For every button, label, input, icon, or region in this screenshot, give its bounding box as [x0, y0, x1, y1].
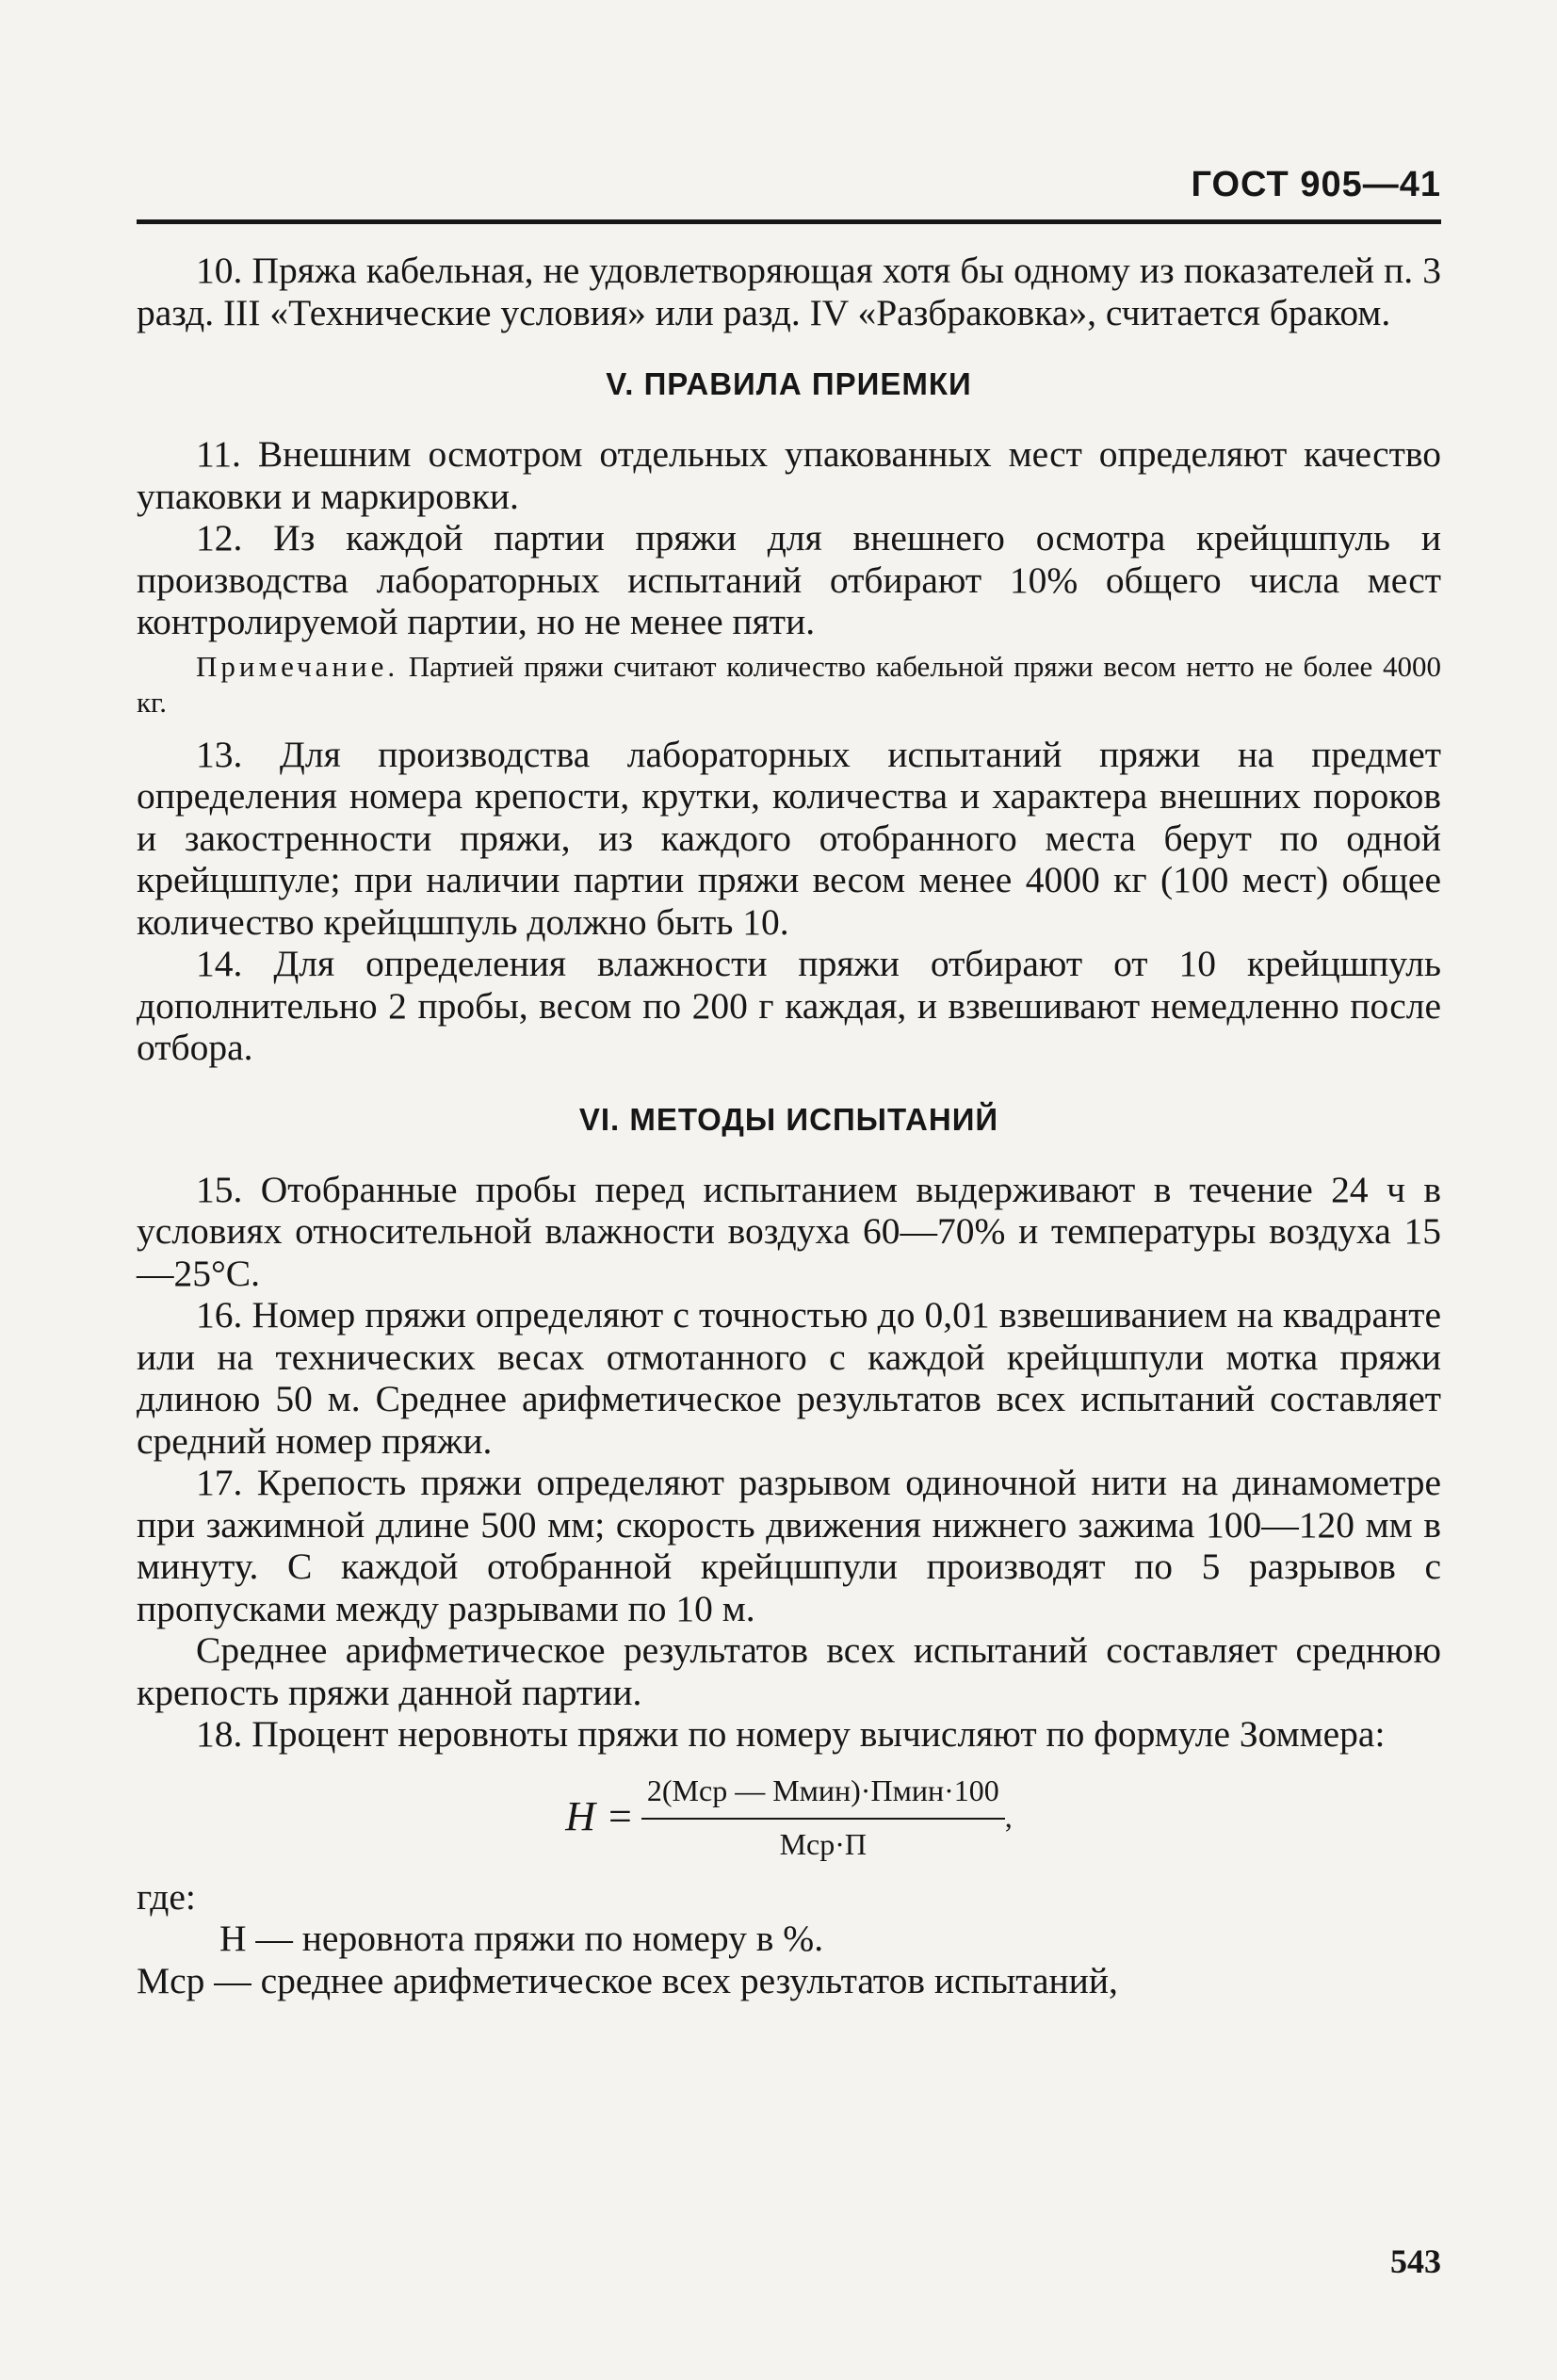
paragraph-18: 18. Процент неровноты пряжи по номеру вычисляют по формуле Зоммера: [196, 1713, 1386, 1755]
definition-mcp: Mср — среднее арифметическое всех результатов испытаний, [137, 1959, 1118, 2001]
paragraph-10: 10. Пряжа кабельная, не удовлетворяющая хотя бы одному из показателей п. 3 разд. III «Технические условия» или разд. IV «Разбраковка», считается браком. [137, 250, 1441, 333]
definitions [137, 1876, 1441, 2002]
paragraph-11: 11. Внешним осмотром отдельных упакованных мест определяют качество упаковки и маркировки. [137, 433, 1441, 517]
section-title-acceptance: V. ПРАВИЛА ПРИЕМКИ [606, 366, 972, 401]
formula-denominator: Mср·П [779, 1826, 867, 1861]
formula-tail: , [1004, 1800, 1013, 1835]
paragraph-17-continued: Среднее арифметическое результатов всех испытаний составляет среднюю крепость пряжи данной партии. [137, 1629, 1441, 1713]
formula-numerator: 2(Mср — Mмин)·Пмин·100 [646, 1773, 999, 1807]
paragraph-14: 14. Для определения влажности пряжи отбирают от 10 крейцшпуль дополнительно 2 пробы, весом по 200 г каждая, и взвешивают немедленно после отбора. [137, 943, 1441, 1068]
note-heading: Примечание. [196, 649, 399, 683]
paragraph-12: 12. Из каждой партии пряжи для внешнего осмотра крейцшпуль и производства лабораторных испытаний отбирают 10% общего числа мест контролируемой партии, но не менее пяти. [137, 517, 1441, 642]
formula-fraction [641, 1770, 1005, 1865]
document-page [137, 0, 1441, 2380]
paragraph-15: 15. Отобранные пробы перед испытанием выдерживают в течение 24 ч в условиях относительной влажности воздуха 60—70% и температуры воздуха 15—25°С. [137, 1168, 1441, 1294]
definition-h: Н — неровнота пряжи по номеру в %. [219, 1918, 824, 1959]
note [137, 649, 1441, 720]
definitions-intro: где: [137, 1875, 196, 1918]
note-text: Партией пряжи считают количество кабельной пряжи весом нетто не более 4000 кг. [137, 649, 1441, 719]
formula-equals: = [608, 1793, 632, 1840]
formula-lhs: Н [565, 1793, 596, 1840]
page-number: 543 [1390, 2242, 1441, 2280]
section-title-test-methods: VI. МЕТОДЫ ИСПЫТАНИЙ [578, 1101, 999, 1137]
formula-sommer [137, 1761, 1441, 1874]
paragraph-16: 16. Номер пряжи определяют с точностью до 0,01 взвешиванием на квадранте или на технических весах отмотанного с каждой крейцшпули мотка пряжи длиною 50 м. Среднее арифметическое результатов всех испытаний составляет средний номер пряжи. [137, 1294, 1441, 1462]
document-body [137, 250, 1441, 2001]
document-header: ГОСТ 905—41 [1191, 165, 1441, 204]
paragraph-17: 17. Крепость пряжи определяют разрывом одиночной нити на динамометре при зажимной длине 500 мм; скорость движения нижнего зажима 100—120 мм в минуту. С каждой отобранной крейцшпули производят по 5 разрывов с пропусками между разрывами по 10 м. [137, 1462, 1441, 1629]
header-rule [137, 219, 1441, 224]
paragraph-13: 13. Для производства лабораторных испытаний пряжи на предмет определения номера крепости, крутки, количества и характера внешних пороков и закостренности пряжи, из каждого отобранного места берут по одной крейцшпуле; при наличии партии пряжи весом менее 4000 кг (100 мест) общее количество крейцшпуль должно быть 10. [137, 733, 1441, 943]
